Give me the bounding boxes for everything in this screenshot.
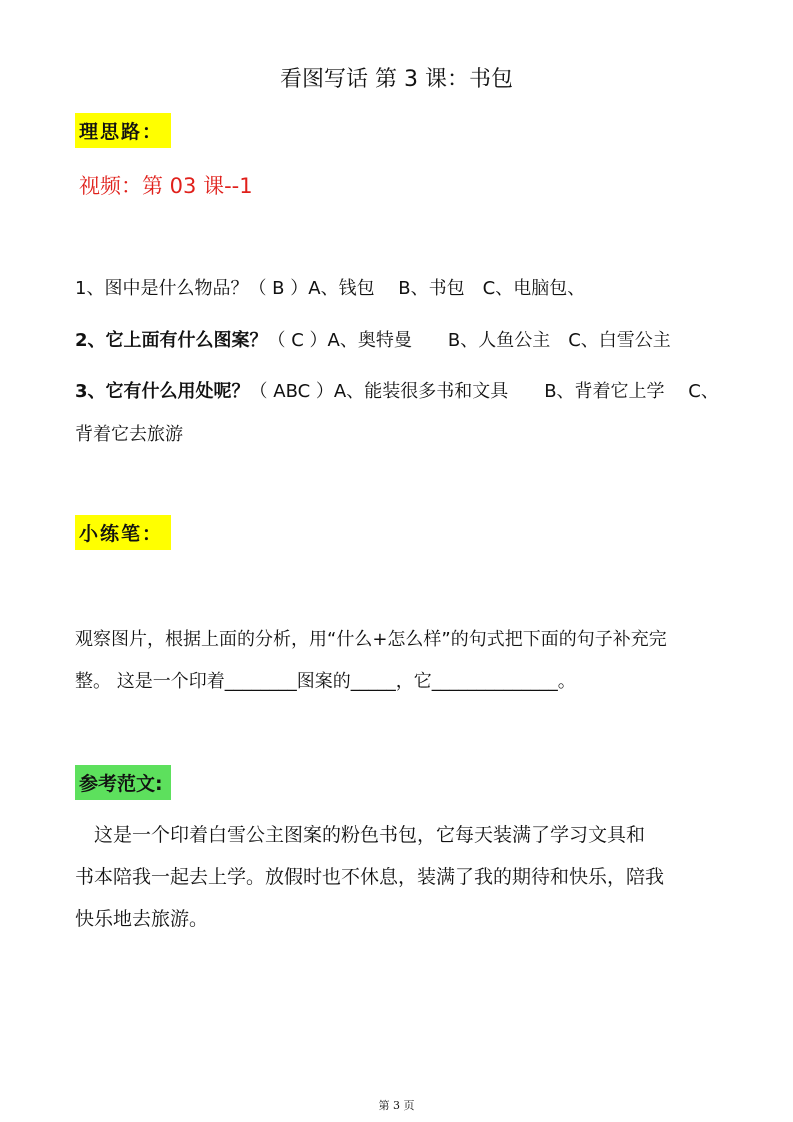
practice-line-1: 观察图片，根据上面的分析，用“什么+怎么样”的句式把下面的句子补充完 [75, 629, 667, 650]
question-3 [75, 377, 719, 403]
page-title: 看图写话 第 3 课：书包 [280, 67, 513, 92]
question-3-answer: （ ABC ） [249, 381, 334, 402]
question-3-text: 3、它有什么用处呢？ [75, 381, 250, 402]
sample-heading-label: 参考范文: [75, 765, 171, 800]
question-3-continuation: 背着它去旅游 [75, 424, 183, 445]
video-reference: 视频：第 03 课--1 [79, 174, 253, 198]
question-1-answer: （ B ） [248, 278, 309, 299]
question-3-options: A、能装很多书和文具 B、背着它上学 C、 [333, 381, 719, 402]
question-2-options: A、奥特曼 B、人鱼公主 C、白雪公主 [327, 330, 671, 351]
sample-line-1: 这是一个印着白雪公主图案的粉色书包，它每天装满了学习文具和 [75, 824, 646, 846]
question-1-options: A、钱包 B、书包 C、电脑包、 [308, 278, 586, 299]
section-heading-sample [75, 765, 171, 800]
practice-line-2: 整。 这是一个印着________图案的_____，它______________。 [75, 671, 576, 692]
section-heading-outline [75, 113, 171, 148]
section-heading-practice [75, 515, 171, 550]
outline-heading-label: 理思路： [75, 113, 171, 148]
question-2-answer: （ C ） [267, 330, 328, 351]
page-number: 第 3 页 [378, 1099, 415, 1112]
question-2-text: 2、它上面有什么图案？ [75, 330, 268, 351]
sample-line-3: 快乐地去旅游。 [75, 908, 209, 930]
question-2 [75, 326, 671, 352]
question-1-text: 1、图中是什么物品？ [75, 278, 249, 299]
question-1 [75, 274, 585, 300]
practice-heading-label: 小练笔： [75, 515, 171, 550]
sample-line-2: 书本陪我一起去上学。放假时也不休息，装满了我的期待和快乐，陪我 [75, 866, 665, 888]
